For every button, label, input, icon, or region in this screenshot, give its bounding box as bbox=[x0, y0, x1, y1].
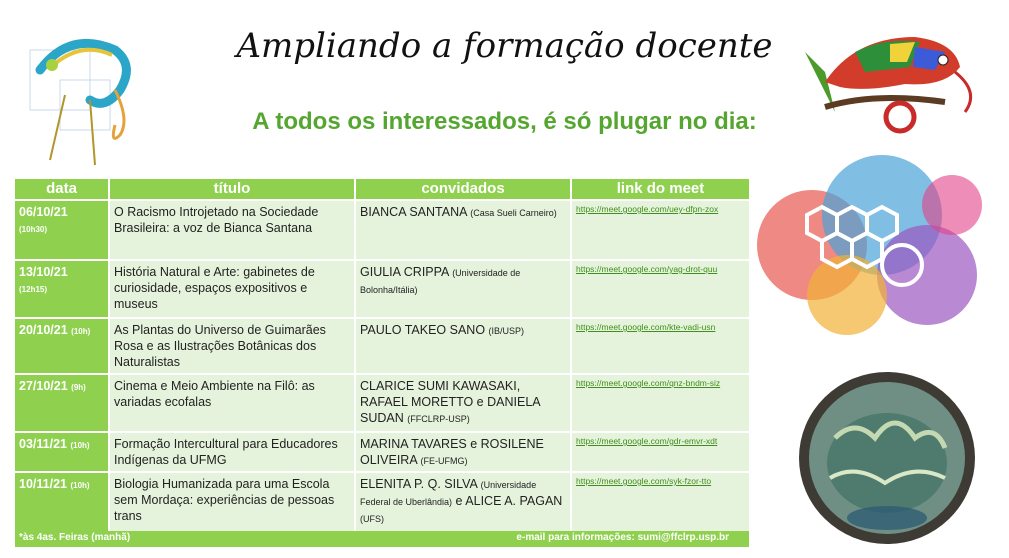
guest-cell: CLARICE SUMI KAWASAKI, RAFAEL MORETTO e DANIELA SUDAN (FFCLRP-USP) bbox=[356, 375, 572, 431]
date-cell: 03/11/21 (10h) bbox=[15, 433, 110, 471]
meet-link-cell bbox=[572, 473, 749, 531]
meet-link-cell bbox=[572, 201, 749, 259]
guest-cell: BIANCA SANTANA (Casa Sueli Carneiro) bbox=[356, 201, 572, 259]
page-title: Ampliando a formação docente bbox=[236, 26, 773, 66]
date-cell: 13/10/21 (12h15) bbox=[15, 261, 110, 317]
meet-link-cell bbox=[572, 433, 749, 471]
table-footer bbox=[15, 531, 749, 547]
table-row bbox=[15, 259, 749, 317]
meet-link[interactable]: https://meet.google.com/qnz-bndm-siz bbox=[576, 378, 721, 388]
date-cell: 27/10/21 (9h) bbox=[15, 375, 110, 431]
guest-cell: PAULO TAKEO SANO (IB/USP) bbox=[356, 319, 572, 373]
header-meet-link: link do meet bbox=[616, 180, 705, 197]
meet-link-cell bbox=[572, 375, 749, 431]
meet-link[interactable]: https://meet.google.com/yag-drot-quu bbox=[576, 264, 718, 274]
date-cell: 20/10/21 (10h) bbox=[15, 319, 110, 373]
schedule-table bbox=[15, 179, 749, 531]
meet-link-cell bbox=[572, 319, 749, 373]
date-cell: 06/10/21 (10h30) bbox=[15, 201, 110, 259]
petri-dish-illustration bbox=[795, 368, 980, 548]
chameleon-sketch-illustration bbox=[20, 10, 160, 170]
meet-link[interactable]: https://meet.google.com/syk-fzor-tto bbox=[576, 476, 712, 486]
table-row bbox=[15, 471, 749, 531]
page-subtitle: A todos os interessados, é só plugar no dia: bbox=[252, 108, 757, 135]
table-row bbox=[15, 373, 749, 431]
header-date: data bbox=[15, 179, 110, 199]
title-cell: As Plantas do Universo de Guimarães Rosa e as Ilustrações Botânicas dos Naturalistas bbox=[110, 319, 356, 373]
header-title: título bbox=[110, 179, 356, 199]
title-cell: Cinema e Meio Ambiente na Filô: as variadas ecofalas bbox=[110, 375, 356, 431]
meet-link[interactable]: https://meet.google.com/gdr-emvr-xdt bbox=[576, 436, 718, 446]
table-header-row bbox=[15, 179, 749, 199]
header-guests: convidados bbox=[356, 179, 572, 199]
title-cell: Biologia Humanizada para uma Escola sem Mordaça: experiências de pessoas trans bbox=[110, 473, 356, 531]
watercolor-splash-hexagon-illustration bbox=[752, 145, 1002, 360]
guest-cell: GIULIA CRIPPA (Universidade de Bolonha/Itália) bbox=[356, 261, 572, 317]
schedule-note: *às 4as. Feiras (manhã) bbox=[19, 532, 131, 543]
title-cell: Formação Intercultural para Educadores Indígenas da UFMG bbox=[110, 433, 356, 471]
table-row bbox=[15, 317, 749, 373]
date-cell: 10/11/21 (10h) bbox=[15, 473, 110, 531]
title-cell: O Racismo Introjetado na Sociedade Brasileira: a voz de Bianca Santana bbox=[110, 201, 356, 259]
title-cell: História Natural e Arte: gabinetes de curiosidade, espaços expositivos e museus bbox=[110, 261, 356, 317]
meet-link-cell bbox=[572, 261, 749, 317]
colorful-chameleon-illustration bbox=[795, 12, 985, 142]
meet-link[interactable]: https://meet.google.com/kte-vadi-usn bbox=[576, 322, 716, 332]
meet-link[interactable]: https://meet.google.com/uey-dfpn-zox bbox=[576, 204, 719, 214]
table-row bbox=[15, 431, 749, 471]
table-row bbox=[15, 199, 749, 259]
guest-cell: ELENITA P. Q. SILVA (Universidade Federal de Uberlândia) e ALICE A. PAGAN (UFS) bbox=[356, 473, 572, 531]
guest-cell: MARINA TAVARES e ROSILENE OLIVEIRA (FE-UFMG) bbox=[356, 433, 572, 471]
contact-email: e-mail para informações: sumi@ffclrp.usp.br bbox=[516, 532, 729, 543]
